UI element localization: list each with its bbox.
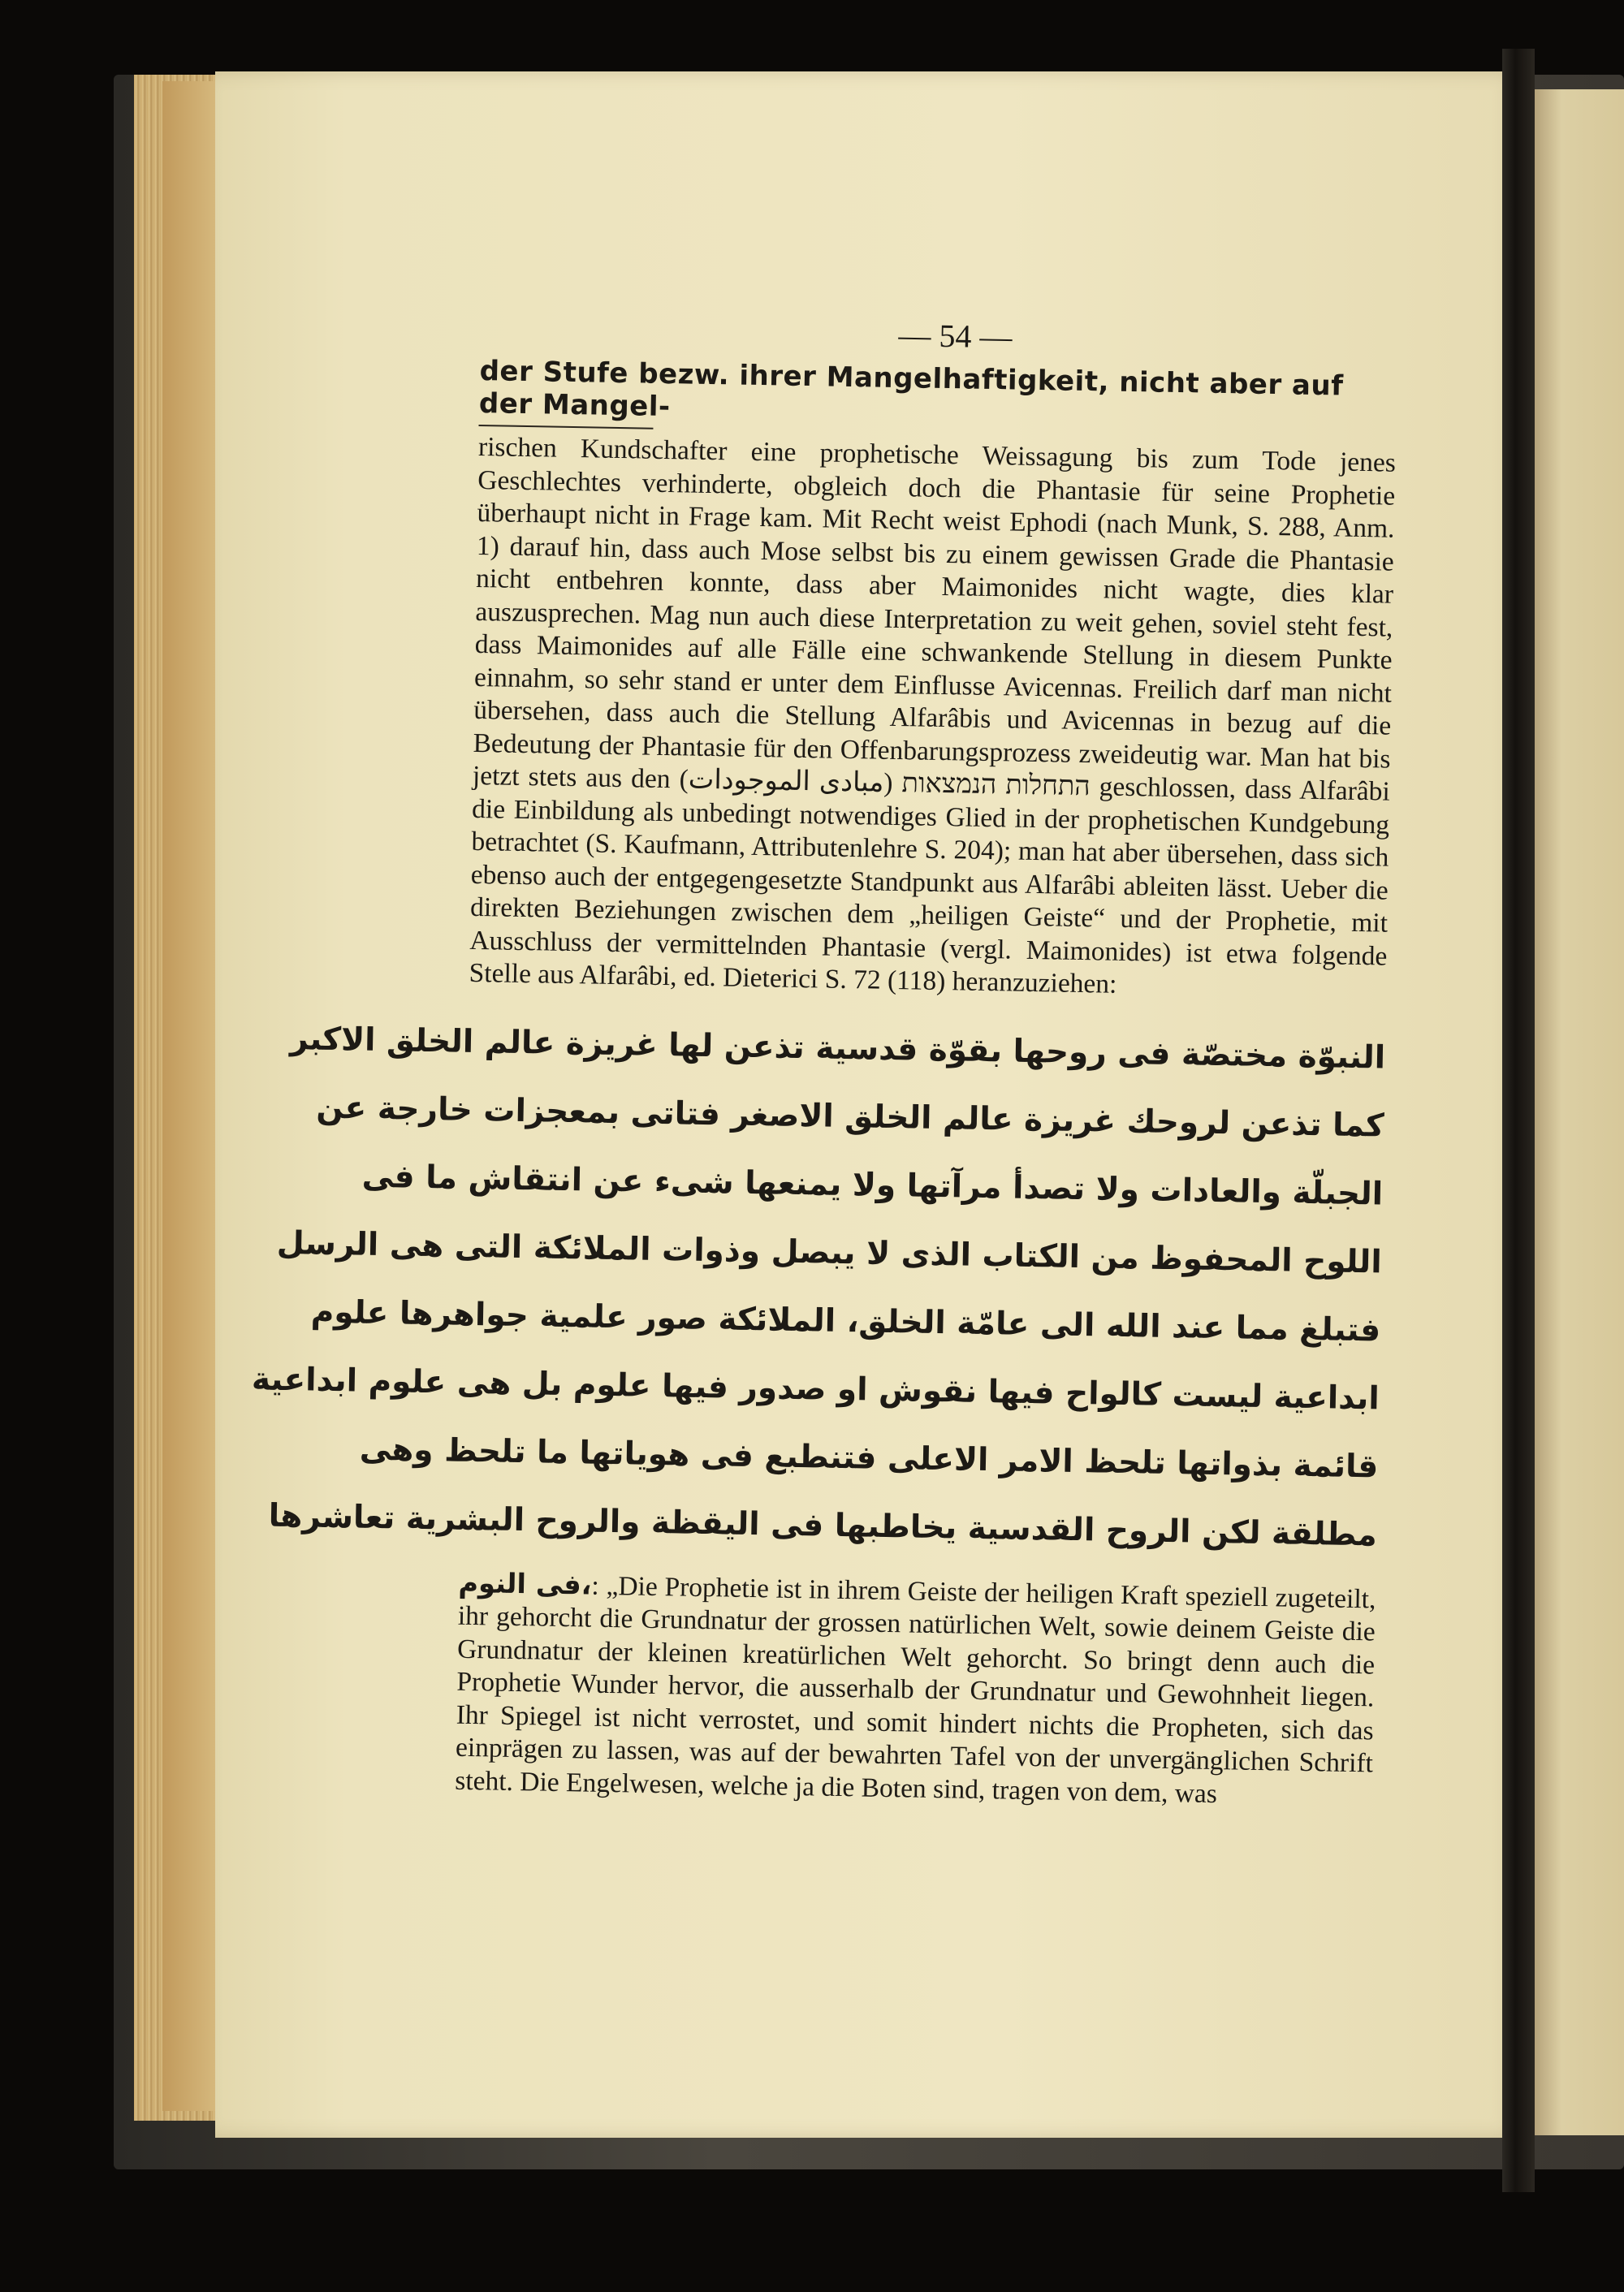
translation-text: : „Die Prophetie ist in ihrem Geiste der heiligen Kraft speziell zugeteilt, ihr gehorcht die Grundnatur der grossen natürlichen Welt, sowie deinem Geiste die Grundnatur der kleinen kreatürlichen Welt gehorcht. So bringt denn auch die Prophetie Wunder hervor, die ausserhalb der Grundnatur und Gewohnheit liegen. Ihr Spiegel ist nicht verrostet, und somit hindert nichts die Propheten, sich das einprägen zu lassen, was auf der bewahrten Tafel von der unvergänglichen Schrift steht. Die Engelwesen, welche ja die Boten sind, tragen von dem, was xyxy=(455,1570,1376,1809)
page-block-fore-edge xyxy=(162,81,219,2111)
arabic-line: مطلقة لكن الروح القدسية يخاطبها فى اليقظة والروح البشرية تعاشرها xyxy=(268,1497,1378,1553)
footnote-continuation: der Stufe bezw. ihrer Mangelhaftigkeit, nicht aber auf der Mangel- xyxy=(478,354,1344,424)
arabic-line: الجبلّة والعادات ولا تصدأ مرآتها ولا يمنعها شىء عن انتقاش ما فى xyxy=(361,1158,1384,1213)
arabic-line: فتبلغ مما عند الله الى عامّة الخلق، الملائكة صور علمية جواهرها علوم xyxy=(310,1293,1381,1349)
arabic-quotation xyxy=(251,1008,1386,1569)
arabic-line: النبوّة مختصّة فى روحها بقوّة قدسية تذعن لها غريزة عالم الخلق الاكبر xyxy=(289,1020,1386,1077)
footnote-separator-rule xyxy=(478,425,653,429)
arabic-line: ابداعية ليست كالواح فيها نقوش او صدور فيها علوم بل هى علوم ابداعية xyxy=(251,1360,1380,1418)
page-text-block xyxy=(251,309,1398,1813)
arabic-line: كما تذعن لروحك غريزة عالم الخلق الاصغر فتاتى بمعجزات خارجة عن xyxy=(316,1089,1384,1145)
arabic-line: اللوح المحفوظ من الكتاب الذى لا يبصل وذوات الملائكة التى هى الرسل xyxy=(276,1224,1383,1281)
body-paragraph: rischen Kundschafter eine prophetische Weissagung bis zum Tode jenes Geschlechtes verhinderte, obgleich doch die Phantasie für seine Prophetie überhaupt nicht in Frage kam. Mit Recht weist Ephodi (nach Munk, S. 288, Anm. 1) darauf hin, dass auch Mose selbst bis zu einem gewissen Grade die Phantasie nicht entbehren konnte, dass aber Maimonides nicht wagte, dies klar auszusprechen. Mag nun auch diese Interpretation zu weit gehen, soviel steht fest, dass Maimonides auf alle Fälle eine schwankende Stellung in diesem Punkte einnahm, so sehr stand er unter dem Einflusse Avicennas. Freilich darf man nicht übersehen, dass auch die Stellung Alfarâbis und Avicennas in bezug auf die Bedeutung der Phantasie für den Offenbarungsprozess zweideutig war. Man hat bis jetzt stets aus den התחלות הנמצאות (مبادى الموجودات) geschlossen, dass Alfarâbi die Einbildung als unbedingt notwendiges Glied in der prophetischen Kundgebung betrachtet (S. Kaufmann, Attributenlehre S. 204); man hat aber übersehen, dass sich ebenso auch der entgegengesetzte Standpunkt aus Alfarâbi ableiten lässt. Ueber die direkten Beziehungen zwischen dem „heiligen Geiste“ und der Prophetie, mit Ausschluss der vermittelnden Phantasie (vergl. Maimonides) ist etwa folgende Stelle aus Alfarâbi, ed. Dieterici S. 72 (118) heranzuziehen: xyxy=(469,431,1397,999)
book-gutter xyxy=(1502,49,1535,2192)
arabic-line: قائمة بذواتها تلحظ الامر الاعلى فتنطبع فى هوياتها ما تلحظ وهى xyxy=(359,1431,1379,1486)
translation-paragraph xyxy=(455,1566,1376,1813)
arabic-tail: فى النوم، xyxy=(458,1566,592,1601)
page-number: — 54 — xyxy=(898,316,1013,356)
facing-page-edge xyxy=(1535,89,1624,2135)
